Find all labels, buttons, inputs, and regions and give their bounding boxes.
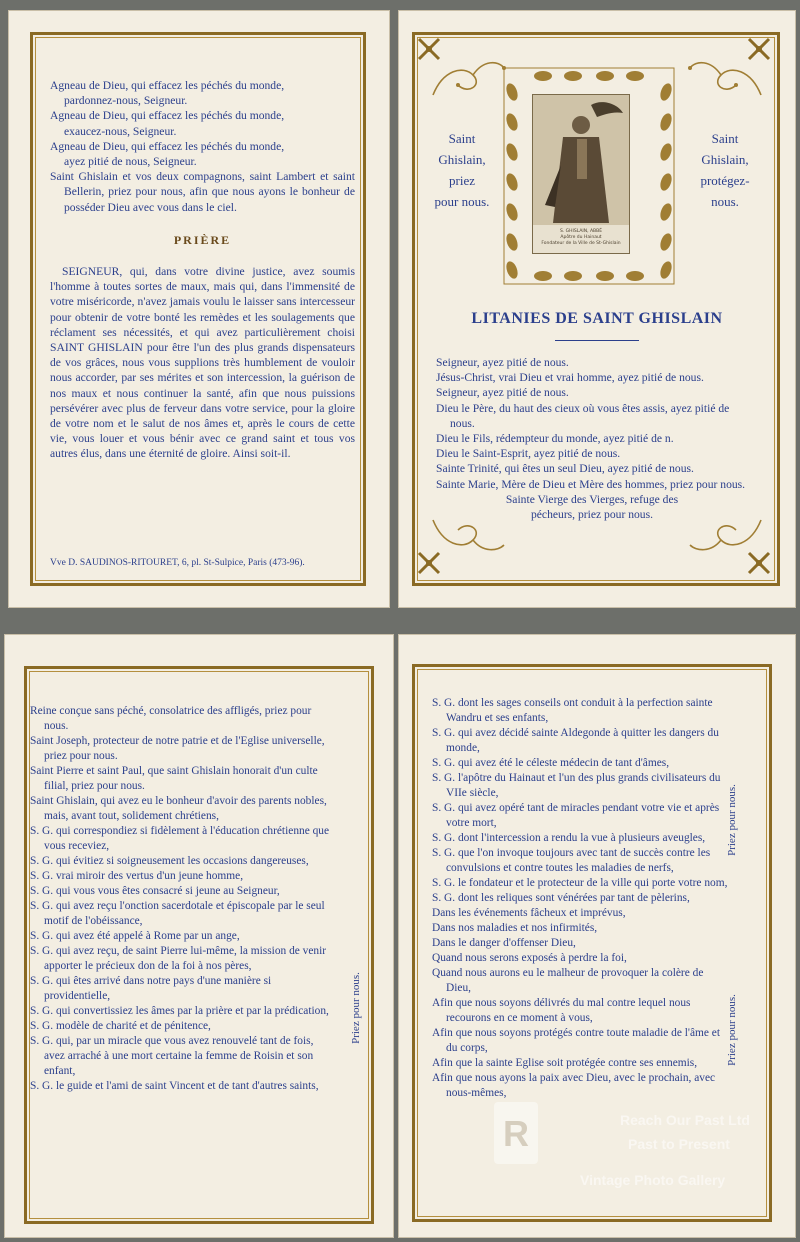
invocation-line: Ghislain, (701, 152, 749, 167)
text-line: Saint Ghislain et vos deux compagnons, saint Lambert et saint Bellerin, priez pour nous, afin que nous ayons le bonheur de posséder Dieu avec vous dans le ciel. (50, 170, 355, 214)
text-line: Agneau de Dieu, qui effacez les péchés du monde, (50, 79, 285, 92)
litany-line: S. G. dont les sages conseils ont conduit à la perfection sainte Wandru et ses enfants, (432, 697, 713, 724)
floral-scroll-icon (428, 50, 508, 100)
litany-line: Seigneur, ayez pitié de nous. (436, 356, 569, 369)
litany-line: S. G. dont les reliques sont vénérées par tant de pèlerins, (432, 892, 690, 904)
litany-line: Saint Ghislain, qui avez eu le bonheur d'avoir des parents nobles, mais, avant tout, solidement chrétiens, (30, 795, 327, 822)
left-invocation (422, 128, 502, 212)
image-caption (533, 229, 629, 247)
litany-line: Saint Pierre et saint Paul, que saint Ghislain honorait d'un culte filial, priez pour nous. (30, 765, 318, 792)
side-response-label: Priez pour nous. (726, 994, 738, 1066)
bottom-right-card (398, 634, 796, 1238)
text-line: pardonnez-nous, Seigneur. (64, 94, 188, 108)
invocation-line: pour nous. (434, 194, 490, 209)
litany-line: S. G. qui avez opéré tant de miracles pendant votre vie et après votre mort, (432, 802, 720, 829)
litany-line: S. G. qui êtes arrivé dans notre pays d'une manière si providentielle, (30, 975, 272, 1002)
litany-line: Dieu le Fils, rédempteur du monde, ayez pitié de n. (436, 432, 674, 446)
watermark-text: Past to Present (628, 1136, 730, 1152)
litany-line: Dans nos maladies et nos infirmités, (432, 922, 598, 934)
text-line: Agneau de Dieu, qui effacez les péchés du monde, (50, 139, 285, 153)
watermark-text: Vintage Photo Gallery (580, 1172, 726, 1188)
saint-image (532, 94, 630, 254)
litany-line: S. G. qui avez reçu, de saint Pierre lui-même, la mission de venir apporter le précieux don de la foi à nos pères, (30, 945, 327, 972)
litany-line: S. G. qui vous vous êtes consacré si jeune au Seigneur, (30, 885, 280, 897)
text-line: Agneau de Dieu, qui effacez les péchés du monde, (50, 109, 285, 123)
svg-text:R: R (503, 1113, 529, 1154)
litany-line: Afin que nous soyons délivrés du mal contre lequel nous recourons en ce moment à vous, (432, 997, 691, 1024)
litany-line: Dieu le Saint-Esprit, ayez pitié de nous. (436, 447, 621, 461)
watermark-text: Reach Our Past Ltd (620, 1112, 750, 1128)
litany-line: S. G. qui avez été le céleste médecin de tant d'âmes, (432, 757, 670, 769)
litany-line: Jésus-Christ, vrai Dieu et vrai homme, ayez pitié de nous. (436, 371, 704, 385)
litany-line: Afin que la sainte Eglise soit protégée contre ses ennemis, (432, 1057, 698, 1069)
side-response-label: Priez pour nous. (726, 784, 738, 856)
text-line: exaucez-nous, Seigneur. (64, 124, 177, 138)
litany-line: S. G. qui convertissiez les âmes par la prière et par la prédication, (30, 1005, 329, 1017)
caption-line: Fondateur de la Ville de St-Ghislain (541, 241, 621, 246)
priere-heading: PRIÈRE (173, 232, 232, 247)
litany-line: S. G. dont l'intercession a rendu la vue à plusieurs aveugles, (432, 832, 706, 844)
top-left-text (50, 78, 355, 462)
litany-line: Afin que nous ayons la paix avec Dieu, avec le prochain, avec nous-mêmes, (432, 1072, 716, 1099)
text-line: ayez pitié de nous, Seigneur. (64, 155, 197, 169)
litany-line: S. G. qui avez décidé sainte Aldegonde à quitter les dangers du monde, (432, 727, 719, 754)
litany-line: Dieu le Père, du haut des cieux où vous êtes assis, ayez pitié de nous. (436, 401, 730, 430)
priere-text: SEIGNEUR, qui, dans votre divine justice, avez soumis l'homme à toutes sortes de maux, mais qui, dans l'immensité de votre miséricorde, n'avez jamais voulu le laisser sans intercesseur pour obtenir de votre bonté les remèdes et les soulagements que réclament ses nécessités, et qui avez particulièrement choisi SAINT GHISLAIN pour être l'un des plus grands dispensateurs de vos grâces, nous vous supplions très humblement de vouloir nous accorder, par ses mérites et son intercession, la guérison de nos maux et nous continuer la santé, afin que nous puissions persévérer avec plus de ferveur dans votre service, pour la gloire de votre nom et le salut de nos âmes et, après le cours de cette vie, vous louer et vous bénir avec ce grand saint et tous vos autres élus, dans une éternité de gloire. Ainsi soit-il. (50, 265, 355, 461)
litany-line: S. G. modèle de charité et de pénitence, (30, 1020, 211, 1032)
watermark-logo-icon (490, 1098, 542, 1168)
litany-line: Saint Joseph, protecteur de notre patrie et de l'Eglise universelle, priez pour nous. (30, 735, 325, 762)
bottom-left-text (30, 704, 336, 1094)
invocation-line: Saint (711, 131, 739, 146)
litany-line: S. G. le guide et l'ami de saint Vincent et de tant d'autres saints, (30, 1080, 319, 1092)
litany-line: S. G. qui avez reçu l'onction sacerdotale et épiscopale par le seul motif de l'obéissance, (30, 900, 325, 927)
litany-line: Sainte Marie, Mère de Dieu et Mère des hommes, priez pour nous. (436, 477, 746, 491)
litany-line: S. G. l'apôtre du Hainaut et l'un des plus grands civilisateurs du VIIe siècle, (432, 772, 721, 799)
litany-line: S. G. que l'on invoque toujours avec tant de succès contre les convulsions et contre toutes les maladies de nerfs, (432, 847, 711, 874)
page-title: LITANIES DE SAINT GHISLAIN (471, 310, 723, 327)
litany-line: Quand nous aurons eu le malheur de provoquer la colère de Dieu, (432, 967, 704, 994)
invocation-line: protégez- (700, 173, 750, 188)
side-response-label: Priez pour nous. (350, 972, 362, 1044)
invocation-line: nous. (711, 194, 739, 209)
bottom-left-card (4, 634, 394, 1238)
litany-line: S. G. qui correspondiez si fidèlement à l'éducation chrétienne que vous receviez, (30, 825, 330, 852)
caption-line: Apôtre du Hainaut (560, 235, 602, 240)
saint-figure-icon (533, 95, 629, 225)
litany-line: S. G. qui avez été appelé à Rome par un ange, (30, 930, 240, 942)
right-invocation (680, 128, 770, 212)
litany-line: S. G. le fondateur et le protecteur de la ville qui porte votre nom, (432, 877, 728, 889)
title-rule (555, 340, 639, 341)
caption-line: S. GHISLAIN, ABBÉ (559, 229, 603, 234)
litany-line: Dans les événements fâcheux et imprévus, (432, 907, 626, 919)
litany-line: Afin que nous soyons protégés contre toute maladie de l'âme et du corps, (432, 1027, 721, 1054)
invocation-line: Ghislain, (438, 152, 486, 167)
litany-line: Dans le danger d'offenser Dieu, (432, 937, 576, 949)
bottom-right-text (432, 696, 728, 1101)
litany-line: Reine conçue sans péché, consolatrice des affligés, priez pour nous. (30, 705, 312, 732)
litany-line: Sainte Trinité, qui êtes un seul Dieu, ayez pitié de nous. (436, 462, 694, 476)
publisher-line: Vve D. SAUDINOS-RITOURET, 6, pl. St-Sulpice, Paris (473-96). (50, 558, 305, 568)
floral-scroll-icon (686, 50, 766, 100)
litany-text (436, 355, 748, 522)
invocation-line: Saint (448, 131, 476, 146)
litany-line: S. G. qui, par un miracle que vous avez renouvelé tant de fois, avez arraché à une mort certaine la femme de Roisin et son enfant, (30, 1035, 314, 1077)
litany-line: S. G. vrai miroir des vertus d'un jeune homme, (30, 870, 244, 882)
top-right-card (398, 10, 796, 608)
invocation-line: priez (449, 173, 475, 188)
litany-line: Seigneur, ayez pitié de nous. (436, 386, 569, 400)
litany-line: Quand nous serons exposés à perdre la foi, (432, 952, 627, 964)
top-left-card (8, 10, 390, 608)
litany-line: Sainte Vierge des Vierges, refuge des pécheurs, priez pour nous. (505, 492, 679, 522)
litany-line: S. G. qui évitiez si soigneusement les occasions dangereuses, (30, 855, 309, 867)
